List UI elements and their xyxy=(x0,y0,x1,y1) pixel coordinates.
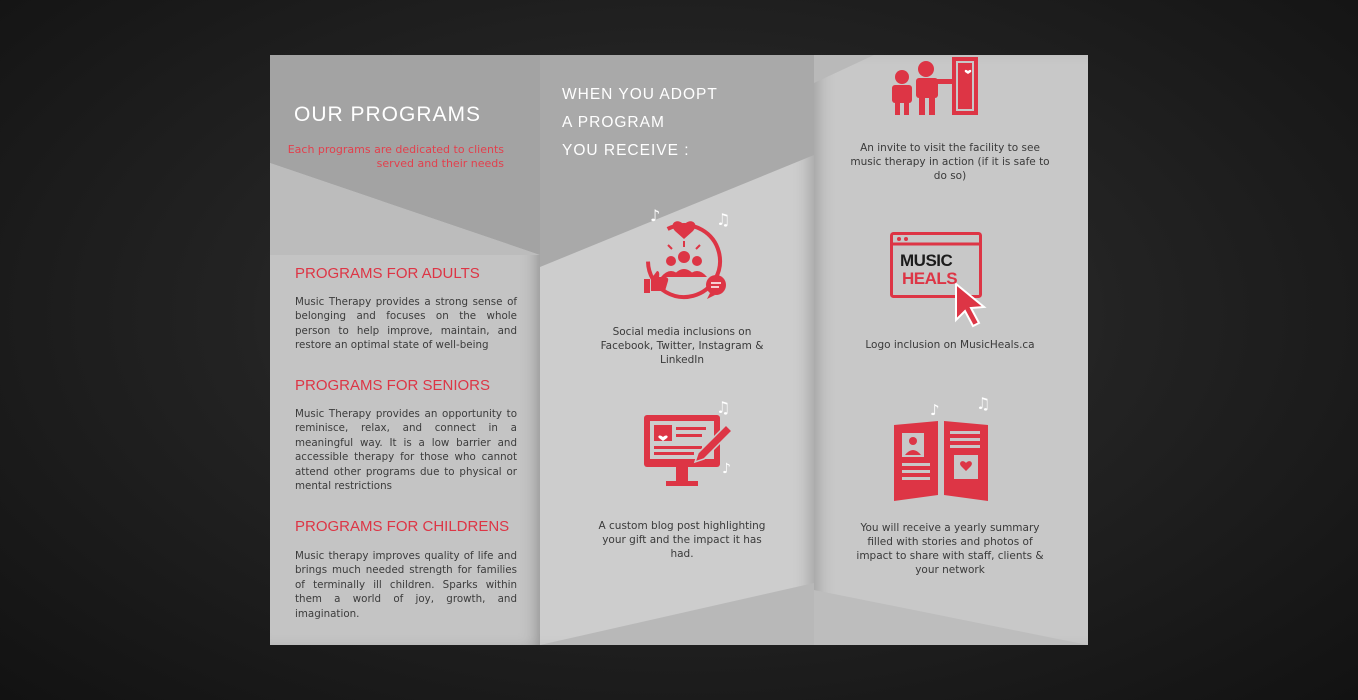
page-title: OUR PROGRAMS xyxy=(294,103,482,126)
svg-text:♪: ♪ xyxy=(930,401,940,419)
logo-text-music: MUSIC xyxy=(900,251,953,270)
adopt-title xyxy=(562,81,762,165)
heading-adults: PROGRAMS FOR ADULTS xyxy=(295,265,480,282)
svg-text:♫: ♫ xyxy=(716,398,731,417)
yearly-summary-book-icon xyxy=(886,395,996,505)
caption-social-media: Social media inclusions on Facebook, Twitter, Instagram & LinkedIn xyxy=(600,326,764,366)
social-community-icon xyxy=(632,205,732,305)
programs-subtitle: Each programs are dedicated to clients served and their needs xyxy=(287,143,504,170)
adopt-title-line2: A PROGRAM xyxy=(562,114,665,131)
visit-facility-icon xyxy=(886,55,986,119)
panel-benefits xyxy=(814,55,1088,645)
heading-seniors: PROGRAMS FOR SENIORS xyxy=(295,377,491,394)
body-childrens: Music therapy improves quality of life and brings much needed strength for families of terminally ill children. Sparks within them a world of joy, growth, and imagination. xyxy=(295,550,517,620)
body-seniors: Music Therapy provides an opportunity to reminisce, relax, and connect in a meaningful way. It is a low barrier and accessible therapy for those who cannot attend other programs due to physical or mental restrictions xyxy=(295,408,517,493)
panel-adopt-program xyxy=(540,55,814,645)
blog-monitor-icon xyxy=(636,395,746,495)
heading-childrens: PROGRAMS FOR CHILDRENS xyxy=(295,518,510,535)
svg-text:♫: ♫ xyxy=(976,395,991,413)
caption-visit-facility: An invite to visit the facility to see music therapy in action (if it is safe to do so) xyxy=(850,142,1050,182)
caption-blog-post: A custom blog post highlighting your gift and the impact it has had. xyxy=(598,520,766,560)
caption-yearly-summary: You will receive a yearly summary filled with stories and photos of impact to share with staff, clients & your network xyxy=(856,522,1044,576)
svg-text:♪: ♪ xyxy=(650,206,661,225)
music-heals-logo-icon xyxy=(890,232,982,298)
svg-text:♪: ♪ xyxy=(722,461,731,477)
logo-text-heals: HEALS xyxy=(902,269,958,288)
svg-text:♫: ♫ xyxy=(716,210,731,229)
panel-our-programs xyxy=(270,55,540,645)
adopt-title-line3: YOU RECEIVE : xyxy=(562,142,690,159)
body-adults: Music Therapy provides a strong sense of belonging and focuses on the whole person to help improve, maintain, and restore an optimal state of well-being xyxy=(295,296,517,352)
caption-logo-inclusion: Logo inclusion on MusicHeals.ca xyxy=(865,339,1035,351)
brochure xyxy=(270,55,1088,645)
adopt-title-line1: WHEN YOU ADOPT xyxy=(562,86,718,103)
